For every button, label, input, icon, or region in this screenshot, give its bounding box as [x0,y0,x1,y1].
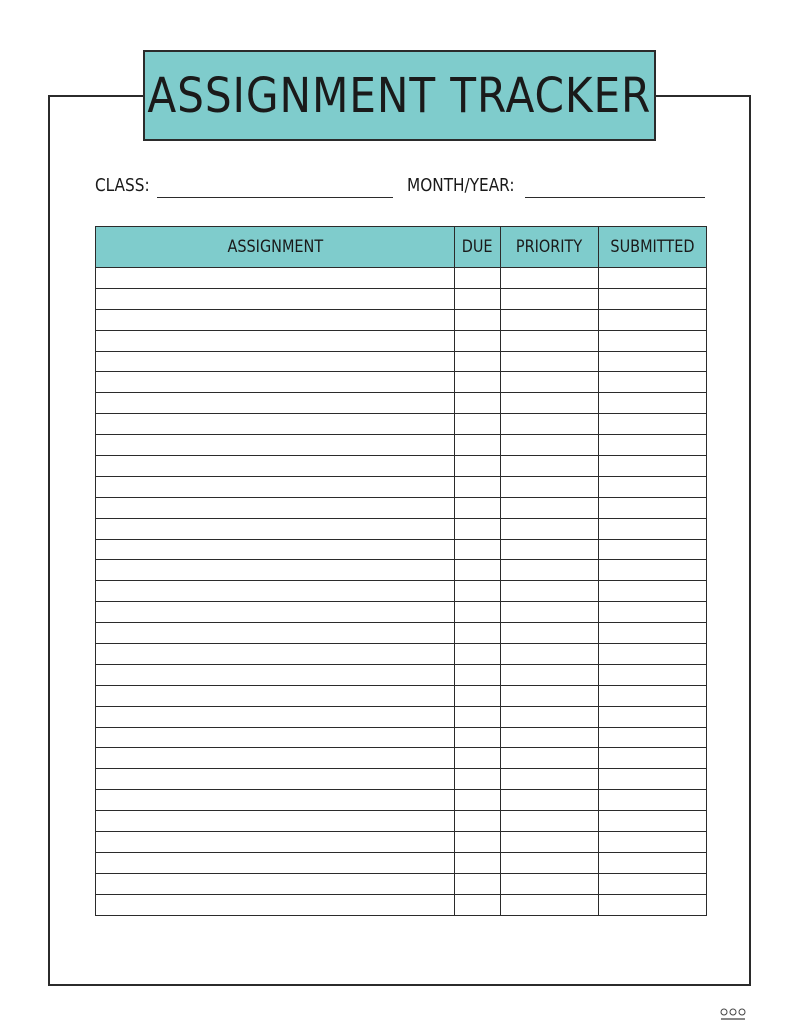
assignment-cell[interactable] [96,623,455,644]
due-cell[interactable] [455,539,501,560]
assignment-cell[interactable] [96,560,455,581]
assignment-cell[interactable] [96,288,455,309]
table-row [96,790,707,811]
table-row [96,769,707,790]
submitted-cell[interactable] [599,435,707,456]
due-cell[interactable] [455,790,501,811]
priority-cell[interactable] [501,309,599,330]
due-cell[interactable] [455,288,501,309]
due-cell[interactable] [455,393,501,414]
submitted-cell[interactable] [599,351,707,372]
due-cell[interactable] [455,727,501,748]
priority-cell[interactable] [501,790,599,811]
priority-cell[interactable] [501,873,599,894]
priority-cell[interactable] [501,748,599,769]
class-input-line[interactable] [157,197,393,198]
assignment-cell[interactable] [96,539,455,560]
due-cell[interactable] [455,497,501,518]
submitted-cell[interactable] [599,372,707,393]
class-field [95,176,159,196]
assignment-cell[interactable] [96,476,455,497]
table-row [96,852,707,873]
priority-cell[interactable] [501,832,599,853]
submitted-cell[interactable] [599,769,707,790]
submitted-cell[interactable] [599,309,707,330]
assignment-cell[interactable] [96,894,455,915]
due-cell[interactable] [455,873,501,894]
priority-cell[interactable] [501,456,599,477]
due-cell[interactable] [455,268,501,289]
table-row [96,497,707,518]
submitted-cell[interactable] [599,518,707,539]
submitted-cell[interactable] [599,476,707,497]
table-row [96,518,707,539]
due-cell[interactable] [455,644,501,665]
submitted-cell[interactable] [599,581,707,602]
due-cell[interactable] [455,435,501,456]
submitted-cell[interactable] [599,706,707,727]
due-cell[interactable] [455,748,501,769]
table-row [96,894,707,915]
submitted-cell[interactable] [599,456,707,477]
priority-cell[interactable] [501,330,599,351]
table-row [96,351,707,372]
table-row [96,832,707,853]
submitted-cell[interactable] [599,748,707,769]
priority-cell[interactable] [501,476,599,497]
priority-cell[interactable] [501,351,599,372]
assignment-cell[interactable] [96,518,455,539]
assignment-cell[interactable] [96,664,455,685]
due-cell[interactable] [455,518,501,539]
submitted-cell[interactable] [599,727,707,748]
due-cell[interactable] [455,832,501,853]
assignment-cell[interactable] [96,414,455,435]
table-row [96,288,707,309]
assignment-cell[interactable] [96,372,455,393]
submitted-cell[interactable] [599,539,707,560]
assignment-cell[interactable] [96,435,455,456]
assignment-cell[interactable] [96,832,455,853]
table-row [96,456,707,477]
priority-cell[interactable] [501,769,599,790]
table-row [96,873,707,894]
submitted-cell[interactable] [599,873,707,894]
column-header-priority: PRIORITY [501,227,599,268]
table-row [96,330,707,351]
table-row [96,644,707,665]
priority-cell[interactable] [501,539,599,560]
assignment-cell[interactable] [96,602,455,623]
priority-cell[interactable] [501,602,599,623]
due-cell[interactable] [455,351,501,372]
due-cell[interactable] [455,560,501,581]
due-cell[interactable] [455,769,501,790]
priority-cell[interactable] [501,288,599,309]
submitted-cell[interactable] [599,414,707,435]
submitted-cell[interactable] [599,894,707,915]
table-row [96,623,707,644]
due-cell[interactable] [455,894,501,915]
page-title: ASSIGNMENT TRACKER [147,67,652,124]
table-body [96,268,707,916]
due-cell[interactable] [455,811,501,832]
submitted-cell[interactable] [599,623,707,644]
month-year-field [407,176,533,196]
month-year-input-line[interactable] [525,197,705,198]
submitted-cell[interactable] [599,497,707,518]
submitted-cell[interactable] [599,560,707,581]
assignment-cell[interactable] [96,497,455,518]
priority-cell[interactable] [501,811,599,832]
submitted-cell[interactable] [599,685,707,706]
table-row [96,560,707,581]
priority-cell[interactable] [501,623,599,644]
assignment-cell[interactable] [96,644,455,665]
priority-cell[interactable] [501,581,599,602]
assignment-cell[interactable] [96,268,455,289]
submitted-cell[interactable] [599,644,707,665]
priority-cell[interactable] [501,435,599,456]
priority-cell[interactable] [501,560,599,581]
assignment-cell[interactable] [96,727,455,748]
submitted-cell[interactable] [599,288,707,309]
due-cell[interactable] [455,623,501,644]
column-header-submitted: SUBMITTED [599,227,707,268]
assignment-cell[interactable] [96,748,455,769]
table-row [96,811,707,832]
month-year-label: MONTH/YEAR: [407,175,515,196]
printables-logo [718,1006,748,1022]
priority-cell[interactable] [501,393,599,414]
due-cell[interactable] [455,309,501,330]
priority-cell[interactable] [501,852,599,873]
submitted-cell[interactable] [599,393,707,414]
submitted-cell[interactable] [599,811,707,832]
due-cell[interactable] [455,372,501,393]
due-cell[interactable] [455,685,501,706]
due-cell[interactable] [455,602,501,623]
assignment-cell[interactable] [96,769,455,790]
assignment-cell[interactable] [96,351,455,372]
priority-cell[interactable] [501,706,599,727]
due-cell[interactable] [455,414,501,435]
priority-cell[interactable] [501,268,599,289]
due-cell[interactable] [455,581,501,602]
submitted-cell[interactable] [599,852,707,873]
submitted-cell[interactable] [599,790,707,811]
table-row [96,748,707,769]
table-row [96,685,707,706]
table-header-row [96,227,707,268]
priority-cell[interactable] [501,644,599,665]
header-fields [95,170,707,200]
priority-cell[interactable] [501,372,599,393]
assignment-cell[interactable] [96,309,455,330]
table-row [96,539,707,560]
priority-cell[interactable] [501,414,599,435]
table-row [96,602,707,623]
assignment-cell[interactable] [96,456,455,477]
table-row [96,706,707,727]
due-cell[interactable] [455,706,501,727]
table-row [96,435,707,456]
title-banner [143,50,656,141]
column-header-assignment: ASSIGNMENT [96,227,455,268]
table-row [96,476,707,497]
submitted-cell[interactable] [599,832,707,853]
table-row [96,372,707,393]
priority-cell[interactable] [501,664,599,685]
priority-cell[interactable] [501,894,599,915]
column-header-due: DUE [455,227,501,268]
submitted-cell[interactable] [599,664,707,685]
priority-cell[interactable] [501,727,599,748]
assignment-cell[interactable] [96,811,455,832]
class-label: CLASS: [95,175,150,196]
due-cell[interactable] [455,330,501,351]
table-row [96,268,707,289]
due-cell[interactable] [455,852,501,873]
submitted-cell[interactable] [599,268,707,289]
due-cell[interactable] [455,476,501,497]
table-row [96,393,707,414]
table-row [96,309,707,330]
priority-cell[interactable] [501,685,599,706]
table-row [96,414,707,435]
assignment-cell[interactable] [96,393,455,414]
priority-cell[interactable] [501,497,599,518]
due-cell[interactable] [455,664,501,685]
assignment-cell[interactable] [96,706,455,727]
assignment-cell[interactable] [96,330,455,351]
table-row [96,727,707,748]
due-cell[interactable] [455,456,501,477]
assignment-cell[interactable] [96,873,455,894]
assignment-cell[interactable] [96,790,455,811]
table-row [96,581,707,602]
assignment-table [95,226,707,916]
submitted-cell[interactable] [599,602,707,623]
submitted-cell[interactable] [599,330,707,351]
assignment-cell[interactable] [96,852,455,873]
table-row [96,664,707,685]
assignment-cell[interactable] [96,685,455,706]
priority-cell[interactable] [501,518,599,539]
assignment-cell[interactable] [96,581,455,602]
